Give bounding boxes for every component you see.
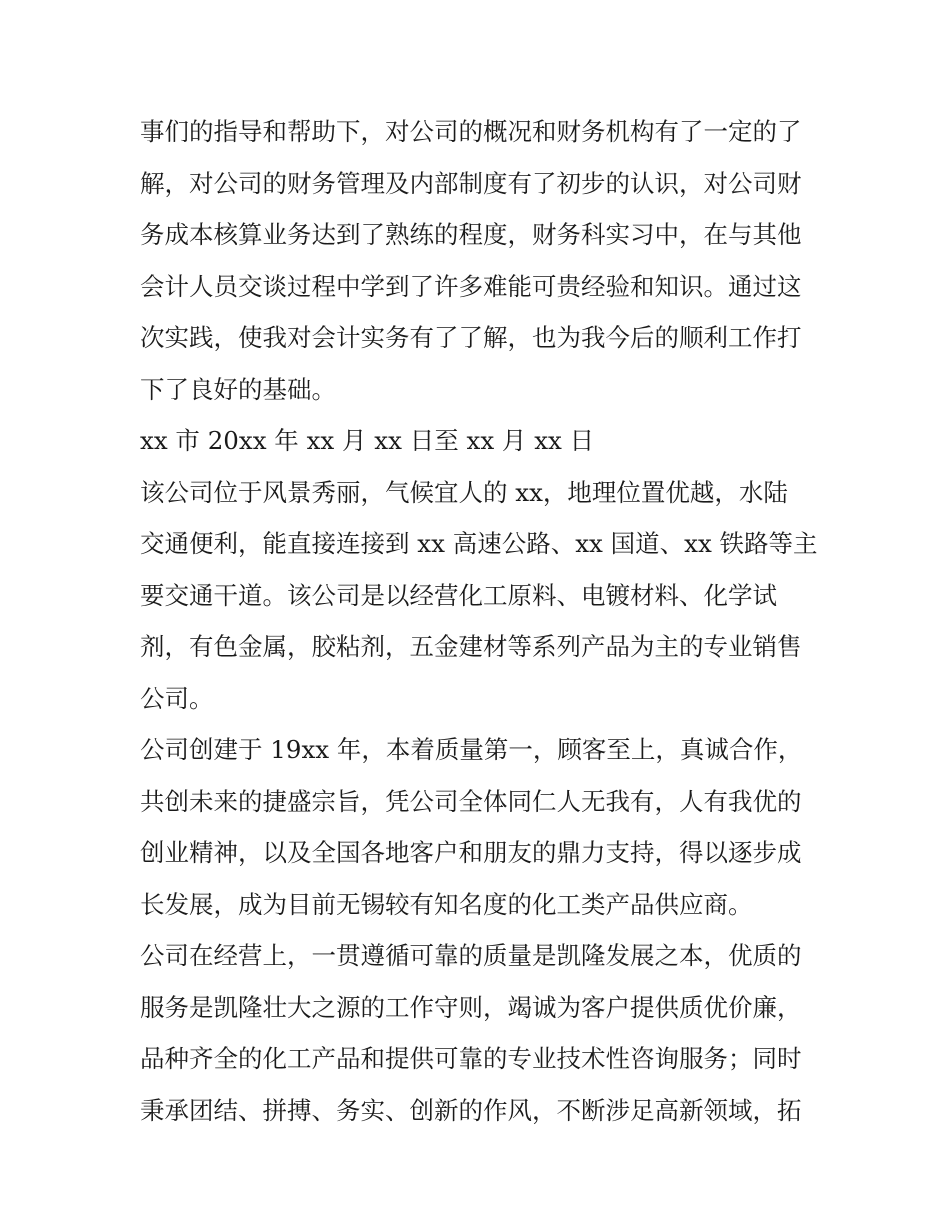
text-line: 会计人员交谈过程中学到了许多难能可贵经验和知识。通过这 bbox=[140, 271, 802, 301]
text-line: 务成本核算业务达到了熟练的程度，财务科实习中，在与其他 bbox=[140, 220, 802, 249]
text-line: 该公司位于风景秀丽，气候宜人的 xx，地理位置优越，水陆 bbox=[140, 477, 788, 507]
text-line: 长发展，成为目前无锡较有知名度的化工类产品供应商。 bbox=[140, 889, 753, 919]
text-line: 剂，有色金属，胶粘剂，五金建材等系列产品为主的专业销售 bbox=[140, 632, 802, 661]
text-line: 共创未来的捷盛宗旨，凭公司全体同仁人无我有，人有我优的 bbox=[140, 786, 802, 816]
text-line: 公司创建于 19xx 年，本着质量第一，顾客至上，真诚合作， bbox=[140, 735, 803, 764]
document-body bbox=[140, 106, 820, 1136]
text-line: 品种齐全的化工产品和提供可靠的专业技术性咨询服务；同时 bbox=[140, 1044, 802, 1073]
text-line: 秉承团结、拼搏、务实、创新的作风，不断涉足高新领域，拓 bbox=[140, 1095, 802, 1125]
text-line: 次实践，使我对会计实务有了了解，也为我今后的顺利工作打 bbox=[140, 323, 802, 352]
text-line: 公司。 bbox=[140, 683, 214, 713]
text-line: 公司在经营上，一贯遵循可靠的质量是凯隆发展之本，优质的 bbox=[140, 941, 802, 970]
text-line: 创业精神，以及全国各地客户和朋友的鼎力支持，得以逐步成 bbox=[140, 838, 802, 867]
text-line: 要交通干道。该公司是以经营化工原料、电镀材料、化学试 bbox=[140, 580, 777, 610]
text-line: 解，对公司的财务管理及内部制度有了初步的认识，对公司财 bbox=[140, 168, 802, 198]
text-line: 服务是凯隆壮大之源的工作守则，竭诚为客户提供质优价廉， bbox=[140, 992, 802, 1022]
text-line: 交通便利，能直接连接到 xx 高速公路、xx 国道、xx 铁路等主 bbox=[140, 529, 818, 558]
text-line: 下了良好的基础。 bbox=[140, 374, 336, 404]
text-line: 事们的指导和帮助下，对公司的概况和财务机构有了一定的了 bbox=[140, 117, 802, 146]
date-range-line: xx 市 20xx 年 xx 月 xx 日至 xx 月 xx 日 bbox=[140, 426, 595, 455]
